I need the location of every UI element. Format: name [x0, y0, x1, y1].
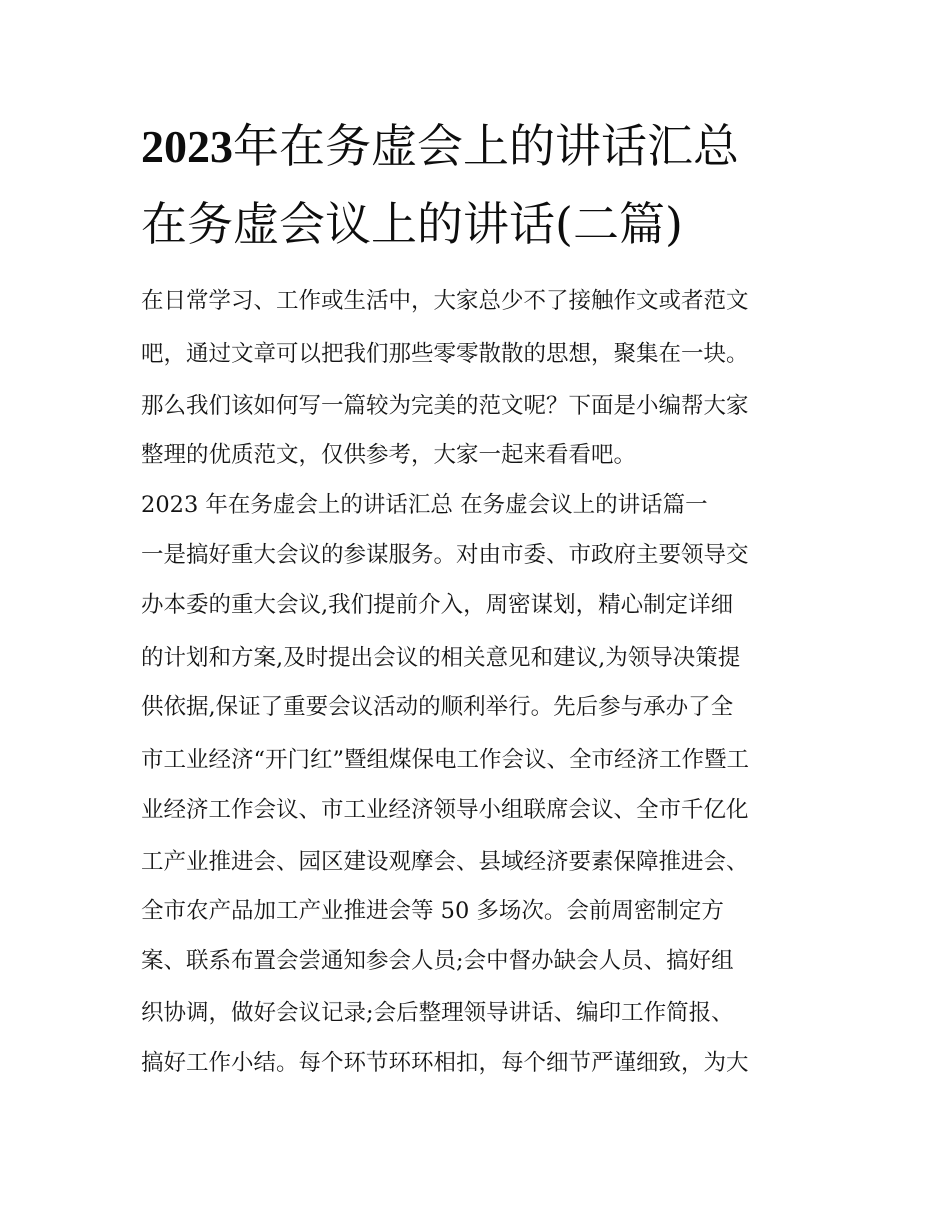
title-year: 2023: [141, 121, 233, 172]
document-title-line-1: [141, 118, 841, 175]
body-line: 那么我们该如何写一篇较为完美的范文呢？下面是小编帮大家: [141, 393, 749, 419]
body-line: 全市农产品加工产业推进会等 50 多场次。会前周密制定方: [141, 898, 724, 924]
body-line: 案、联系布置会尝通知参会人员;会中督办缺会人员、搞好组: [141, 948, 734, 974]
body-line: 整理的优质范文，仅供参考，大家一起来看看吧。: [141, 442, 637, 468]
section-heading: 2023 年在务虚会上的讲话汇总 在务虚会议上的讲话篇一: [141, 492, 708, 518]
body-line: 办本委的重大会议,我们提前介入，周密谋划，精心制定详细: [141, 592, 734, 618]
body-line: 在日常学习、工作或生活中，大家总少不了接触作文或者范文: [141, 288, 749, 314]
body-line: 的计划和方案,及时提出会议的相关意见和建议,为领导决策提: [141, 645, 741, 671]
body-line: 搞好工作小结。每个环节环环相扣，每个细节严谨细致，为大: [141, 1050, 749, 1076]
body-line: 一是搞好重大会议的参谋服务。对由市委、市政府主要领导交: [141, 542, 749, 568]
body-line: 市工业经济“开门红”暨组煤保电工作会议、全市经济工作暨工: [141, 747, 750, 773]
body-line: 供依据,保证了重要会议活动的顺利举行。先后参与承办了全: [141, 694, 734, 720]
document-title-line-2: 在务虚会议上的讲话(二篇): [141, 197, 683, 251]
title-text: 年在务虚会上的讲话汇总: [233, 119, 739, 173]
body-line: 工产业推进会、园区建设观摩会、县域经济要素保障推进会、: [141, 849, 749, 875]
body-line: 织协调，做好会议记录;会后整理领导讲话、编印工作简报、: [141, 1000, 734, 1026]
body-line: 业经济工作会议、市工业经济领导小组联席会议、全市千亿化: [141, 797, 749, 823]
body-line: 吧，通过文章可以把我们那些零零散散的思想，聚集在一块。: [141, 341, 749, 367]
